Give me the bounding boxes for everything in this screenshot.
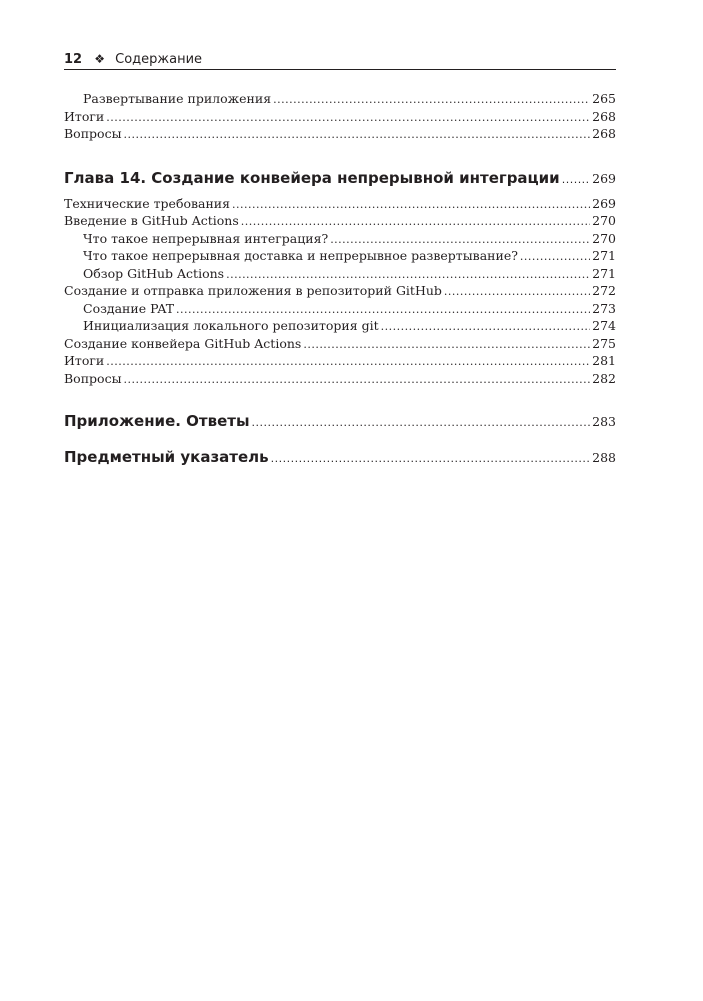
toc-leader (562, 169, 590, 191)
toc-entry[interactable] (64, 265, 616, 283)
toc-entry[interactable] (64, 90, 616, 108)
toc-entry[interactable] (64, 195, 616, 213)
toc-entry-page: 270 (592, 230, 616, 246)
toc-entry-title: Создание конвейера GitHub Actions (64, 335, 302, 351)
toc-appendix-page: 283 (592, 414, 616, 429)
toc-leader (176, 301, 590, 319)
toc-index-page: 288 (592, 450, 616, 465)
page-number: 12 (64, 52, 83, 67)
toc-entry[interactable] (64, 212, 616, 230)
toc-entry-page: 271 (592, 248, 616, 263)
toc-leader (106, 353, 590, 371)
toc-entry-page: 282 (592, 370, 616, 386)
ornament-icon: ❖ (94, 52, 105, 66)
toc-entry-title: Что такое непрерывная интеграция? (83, 230, 329, 246)
toc-entry-title: Вопросы (64, 370, 122, 386)
toc-leader (241, 213, 590, 231)
toc-entry-page: 273 (592, 300, 616, 316)
toc-entry-title: Что такое непрерывная доставка и непрерывное развертывание? (83, 248, 518, 263)
toc-entry[interactable] (64, 300, 616, 318)
toc-appendix[interactable] (64, 410, 616, 432)
toc-entry-page: 269 (592, 195, 616, 211)
header-rule (64, 69, 616, 70)
toc-entry-page: 268 (592, 108, 616, 124)
toc-entry-title: Инициализация локального репозитория git (83, 318, 379, 333)
running-header (64, 51, 616, 71)
toc-leader (330, 231, 590, 249)
toc-entry[interactable] (64, 282, 616, 300)
toc-entry-title: Итоги (64, 353, 105, 368)
toc-index[interactable] (64, 446, 616, 468)
toc-entry-page: 270 (592, 213, 616, 228)
toc-entry[interactable] (64, 370, 616, 388)
toc-index-title: Предметный указатель (64, 448, 269, 466)
toc-entry-page: 281 (592, 353, 616, 368)
toc-entry-title: Технические требования (64, 195, 231, 211)
toc-entry[interactable] (64, 247, 616, 265)
toc-entry-page: 274 (592, 318, 616, 333)
toc-entry[interactable] (64, 230, 616, 248)
toc-entry-title: Создание и отправка приложения в репозиторий GitHub (64, 283, 442, 298)
toc-entry-page: 272 (592, 283, 616, 298)
toc-entry-page: 268 (592, 126, 616, 141)
toc-leader (520, 248, 590, 266)
toc-entry-title: Вопросы (64, 126, 122, 141)
toc-leader (226, 266, 590, 284)
toc-leader (444, 283, 590, 301)
toc-entry-title: Введение в GitHub Actions (64, 213, 239, 228)
toc-leader (273, 91, 590, 109)
toc-chapter-14[interactable] (64, 167, 616, 189)
toc-entry-page: 275 (592, 335, 616, 351)
toc-leader (381, 318, 591, 336)
toc-entry-page: 271 (592, 265, 616, 281)
toc-chapter-page: 269 (592, 170, 616, 186)
toc-leader (271, 448, 591, 470)
toc-leader (232, 196, 590, 214)
toc-leader (252, 412, 591, 434)
toc-leader (106, 109, 590, 127)
toc-entry-page: 265 (592, 91, 616, 106)
toc-entry[interactable] (64, 352, 616, 370)
toc-leader (124, 371, 591, 389)
header-title: Содержание (115, 52, 203, 67)
toc-entry-title: Развертывание приложения (83, 91, 272, 106)
toc-entry[interactable] (64, 125, 616, 143)
table-of-contents (64, 90, 616, 468)
toc-entry-title: Обзор GitHub Actions (83, 265, 225, 281)
toc-entry-title: Итоги (64, 108, 105, 124)
toc-chapter-title: Глава 14. Создание конвейера непрерывной интеграции (64, 168, 560, 187)
toc-entry[interactable] (64, 317, 616, 335)
toc-leader (124, 126, 591, 144)
toc-appendix-title: Приложение. Ответы (64, 412, 250, 430)
toc-leader (303, 336, 590, 354)
toc-entry[interactable] (64, 335, 616, 353)
toc-entry[interactable] (64, 108, 616, 126)
toc-entry-title: Создание PAT (83, 300, 175, 316)
